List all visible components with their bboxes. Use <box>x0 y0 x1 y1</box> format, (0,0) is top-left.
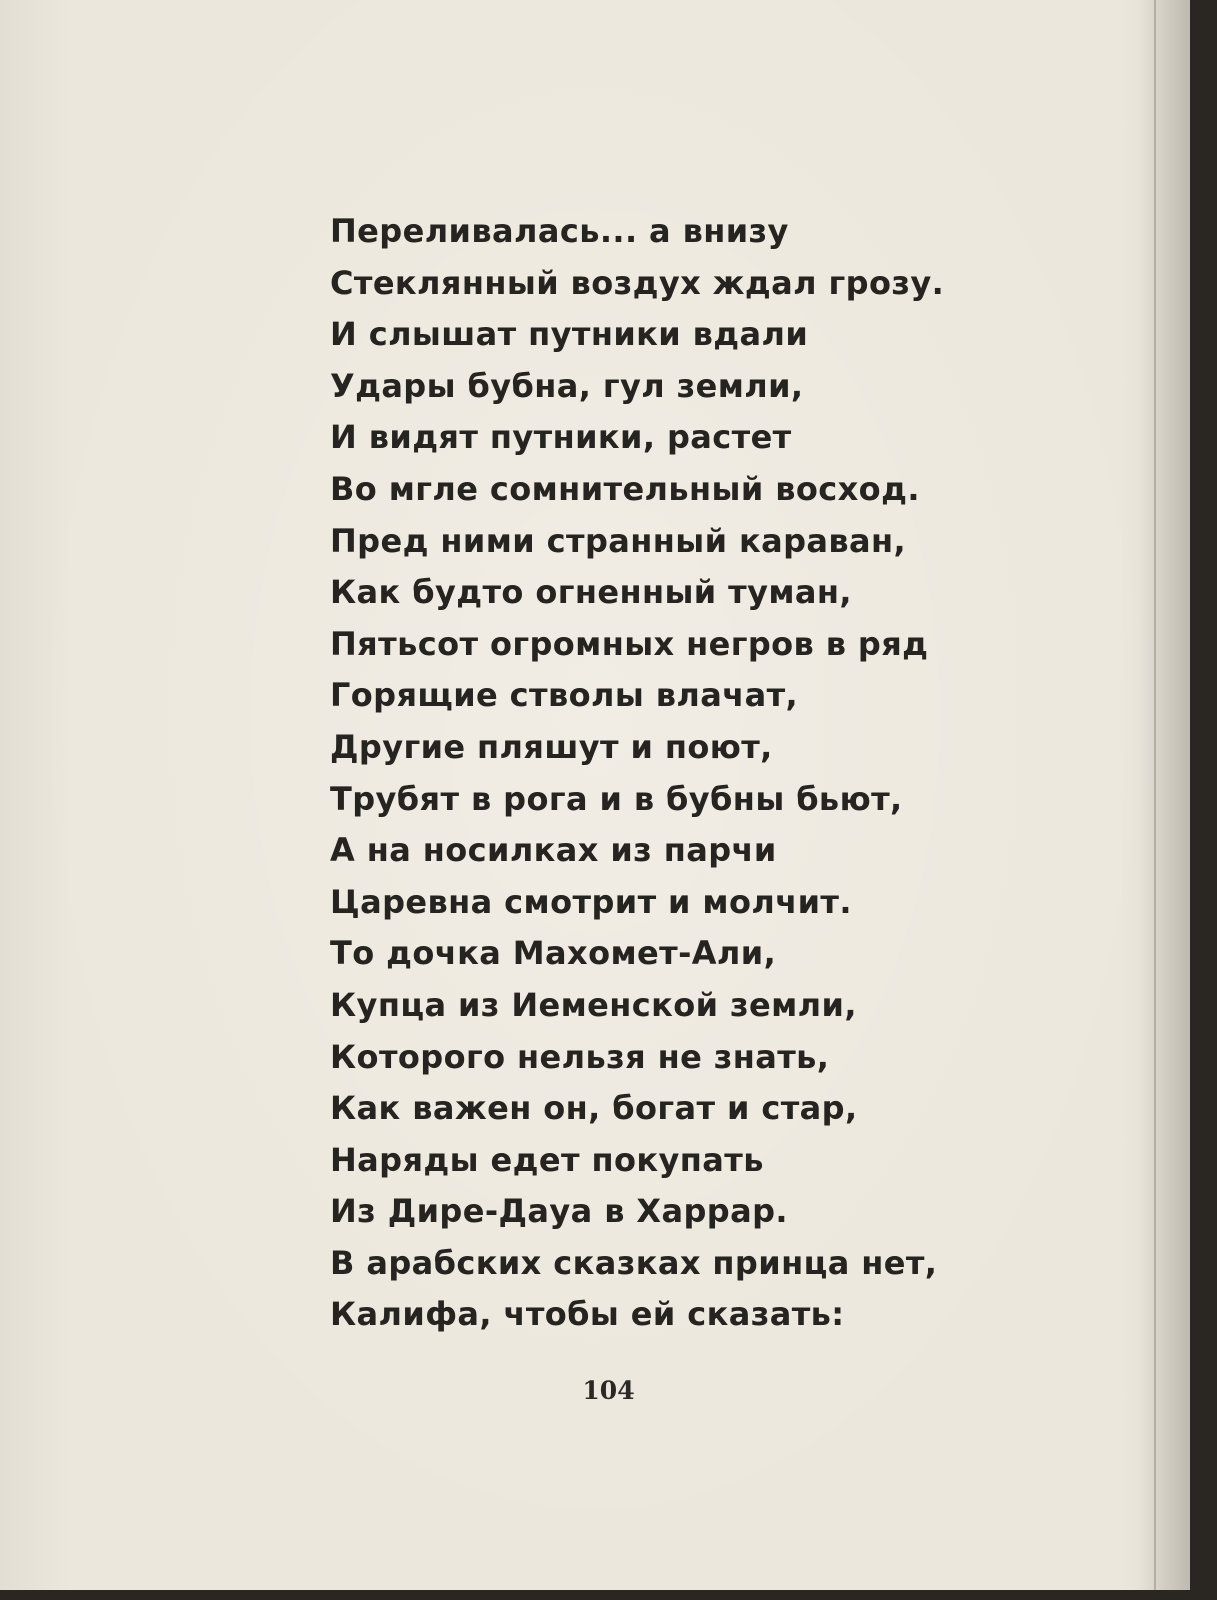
poem-line: В арабских сказках принца нет, <box>330 1243 938 1282</box>
poem-line: Стеклянный воздух ждал грозу. <box>330 263 945 302</box>
poem-line: Другие пляшут и поют, <box>330 727 773 766</box>
poem-line: Купца из Иеменской земли, <box>330 985 857 1024</box>
poem-line: И видят путники, растет <box>330 418 792 457</box>
page-number: 104 <box>582 1376 635 1405</box>
poem-line: Наряды едет покупать <box>330 1140 764 1179</box>
poem-line: Пред ними странный караван, <box>330 521 907 560</box>
poem-line: Горящие стволы влачат, <box>330 676 799 715</box>
poem-line: То дочка Махомет-Али, <box>330 934 777 973</box>
poem-line: Трубят в рога и в бубны бьют, <box>330 779 903 818</box>
poem-line: Из Дире-Дауа в Харрар. <box>330 1192 788 1231</box>
poem-line: Которого нельзя не знать, <box>330 1037 830 1076</box>
poem-line: Во мгле сомнительный восход. <box>330 469 920 508</box>
poem-line: Пятьсот огромных негров в ряд <box>330 624 929 663</box>
poem-line: Переливалась... а внизу <box>330 212 789 250</box>
poem-line: И слышат путники вдали <box>330 315 809 354</box>
poem-line: Удары бубна, гул земли, <box>330 366 804 405</box>
poem-line: Как важен он, богат и стар, <box>330 1089 858 1128</box>
poem-text <box>330 206 944 1341</box>
page-edge-shadow <box>1138 0 1190 1590</box>
page-fold-line <box>1154 0 1156 1590</box>
poem-line: Калифа, чтобы ей сказать: <box>330 1295 845 1334</box>
poem-line: Как будто огненный туман, <box>330 573 852 612</box>
poem-line: Царевна смотрит и молчит. <box>330 882 852 921</box>
poem-line: А на носилках из парчи <box>330 831 777 870</box>
